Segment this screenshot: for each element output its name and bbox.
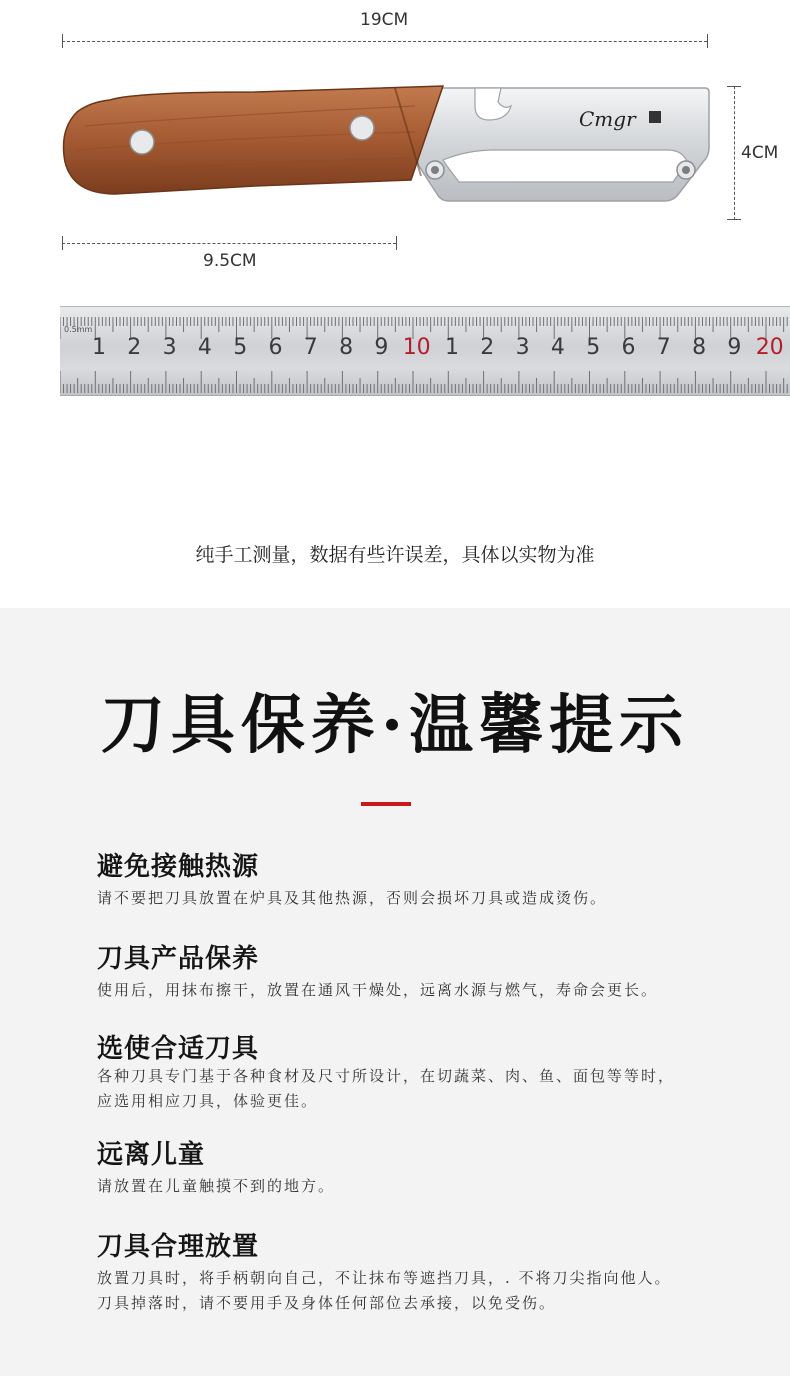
ruler-number: 5 bbox=[586, 335, 601, 360]
height-dimension-line bbox=[734, 86, 735, 220]
ruler-number: 9 bbox=[374, 335, 389, 360]
tip-title: 远离儿童 bbox=[97, 1140, 206, 1170]
tip-text: 请放置在儿童触摸不到的地方。 bbox=[97, 1177, 336, 1195]
ruler-number: 3 bbox=[515, 335, 530, 360]
tip-text: 放置刀具时，将手柄朝向自己，不让抹布等遮挡刀具，. 不将刀尖指向他人。 bbox=[97, 1269, 672, 1287]
ruler-number: 1 bbox=[92, 335, 106, 360]
length-dimension-line bbox=[62, 41, 707, 42]
ruler-number: 3 bbox=[162, 335, 177, 360]
tip-text: 各种刀具专门基于各种食材及尺寸所设计，在切蔬菜、肉、鱼、面包等等时， bbox=[97, 1067, 676, 1085]
ruler-number: 20 bbox=[755, 335, 784, 360]
heading-divider bbox=[361, 802, 411, 806]
ruler-number: 6 bbox=[621, 335, 636, 360]
height-label: 4CM bbox=[741, 143, 779, 163]
ruler-number: 2 bbox=[480, 335, 495, 360]
handle-dimension-line bbox=[62, 243, 396, 244]
tip-title: 刀具合理放置 bbox=[97, 1232, 260, 1262]
tip-text: 使用后，用抹布擦干，放置在通风干燥处，远离水源与燃气，寿命会更长。 bbox=[97, 981, 659, 999]
ruler-number: 7 bbox=[303, 335, 318, 360]
svg-text:Cmgr: Cmgr bbox=[579, 107, 636, 131]
tip-text: 请不要把刀具放置在炉具及其他热源，否则会损坏刀具或造成烫伤。 bbox=[97, 889, 608, 907]
tip-title: 选使合适刀具 bbox=[97, 1034, 260, 1064]
ruler-number: 5 bbox=[233, 335, 248, 360]
ruler-number: 10 bbox=[402, 335, 431, 360]
handle-length-label: 9.5CM bbox=[203, 251, 257, 271]
ruler-number: 6 bbox=[268, 335, 283, 360]
length-label: 19CM bbox=[360, 10, 409, 30]
ruler-number: 2 bbox=[127, 335, 142, 360]
ruler-number: 4 bbox=[197, 335, 212, 360]
dimension-tick bbox=[707, 34, 708, 48]
ruler-number: 8 bbox=[692, 335, 707, 360]
ruler-number: 7 bbox=[656, 335, 671, 360]
ruler-number: 4 bbox=[550, 335, 565, 360]
ruler-number: 1 bbox=[445, 335, 459, 360]
ruler-small-mark: 0.5mm bbox=[64, 325, 93, 334]
ruler-image bbox=[60, 306, 790, 396]
tip-text: 应选用相应刀具，体验更佳。 bbox=[97, 1092, 319, 1110]
knife-image bbox=[55, 80, 725, 225]
tip-title: 刀具产品保养 bbox=[97, 944, 260, 974]
tip-text: 刀具掉落时，请不要用手及身体任何部位去承接，以免受伤。 bbox=[97, 1294, 557, 1312]
product-dimensions-section bbox=[0, 0, 790, 608]
ruler-number: 9 bbox=[727, 335, 742, 360]
tip-title: 避免接触热源 bbox=[97, 852, 260, 882]
dimension-tick bbox=[396, 236, 397, 250]
dimension-tick bbox=[727, 219, 741, 220]
care-heading: 刀具保养·温馨提示 bbox=[100, 688, 690, 763]
ruler-number: 8 bbox=[339, 335, 354, 360]
measurement-note: 纯手工测量，数据有些许误差，具体以实物为准 bbox=[195, 544, 595, 566]
